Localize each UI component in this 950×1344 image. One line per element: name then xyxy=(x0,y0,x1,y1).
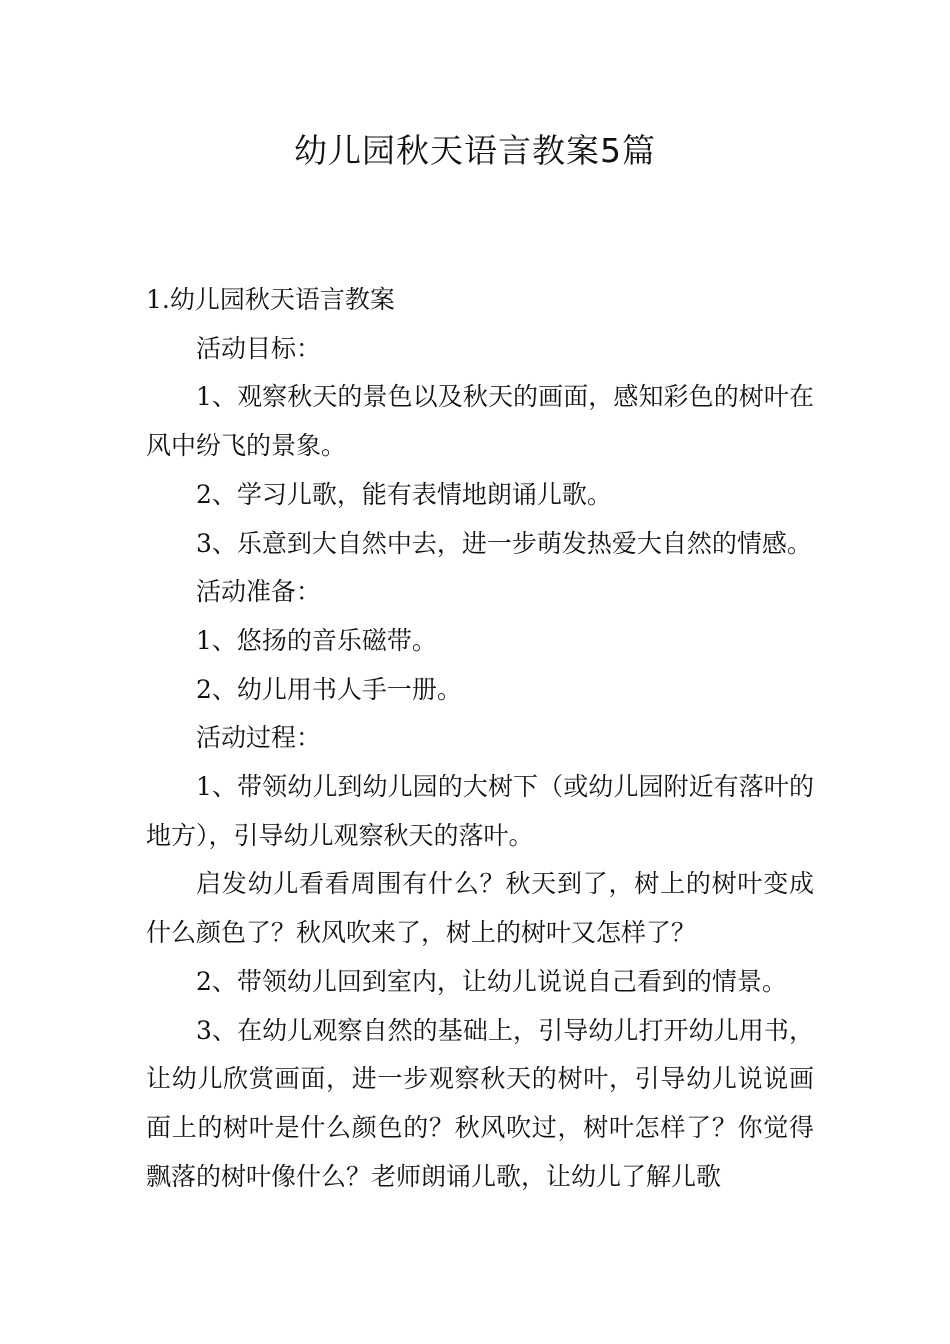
paragraph-activity-goals: 活动目标： xyxy=(196,333,322,363)
paragraph-activity-preparation: 活动准备： xyxy=(196,577,322,607)
paragraph-activity-process: 活动过程： xyxy=(196,723,322,753)
document-title: 幼儿园秋天语言教案5篇 xyxy=(294,131,656,170)
paragraph-goal-2: 2、学习儿歌，能有表情地朗诵儿歌。 xyxy=(196,479,612,509)
paragraph-goal-1: 1、观察秋天的景色以及秋天的画面，感知彩色的树叶在风中纷飞的景象。 xyxy=(146,382,814,461)
paragraph-process-1: 1、带领幼儿到幼儿园的大树下（或幼儿园附近有落叶的地方），引导幼儿观察秋天的落叶。 xyxy=(146,772,814,850)
paragraph-preparation-1: 1、悠扬的音乐磁带。 xyxy=(196,625,437,655)
paragraph-process-3: 3、在幼儿观察自然的基础上，引导幼儿打开幼儿用书，让幼儿欣赏画面，进一步观察秋天的树叶，引导幼儿说说画面上的树叶是什么颜色的？秋风吹过，树叶怎样了？你觉得飘落的树叶像什么？老师朗诵儿歌，让幼儿了解儿歌 xyxy=(146,1015,814,1191)
section-heading: 1.幼儿园秋天语言教案 xyxy=(146,285,395,314)
paragraph-preparation-2: 2、幼儿用书人手一册。 xyxy=(196,674,462,704)
paragraph-process-prompt: 启发幼儿看看周围有什么？秋天到了，树上的树叶变成什么颜色了？秋风吹来了，树上的树叶又怎样了？ xyxy=(146,869,814,948)
paragraph-process-2: 2、带领幼儿回到室内，让幼儿说说自己看到的情景。 xyxy=(196,966,787,996)
document-body xyxy=(146,276,814,1201)
paragraph-goal-3: 3、乐意到大自然中去，进一步萌发热爱大自然的情感。 xyxy=(196,528,812,558)
